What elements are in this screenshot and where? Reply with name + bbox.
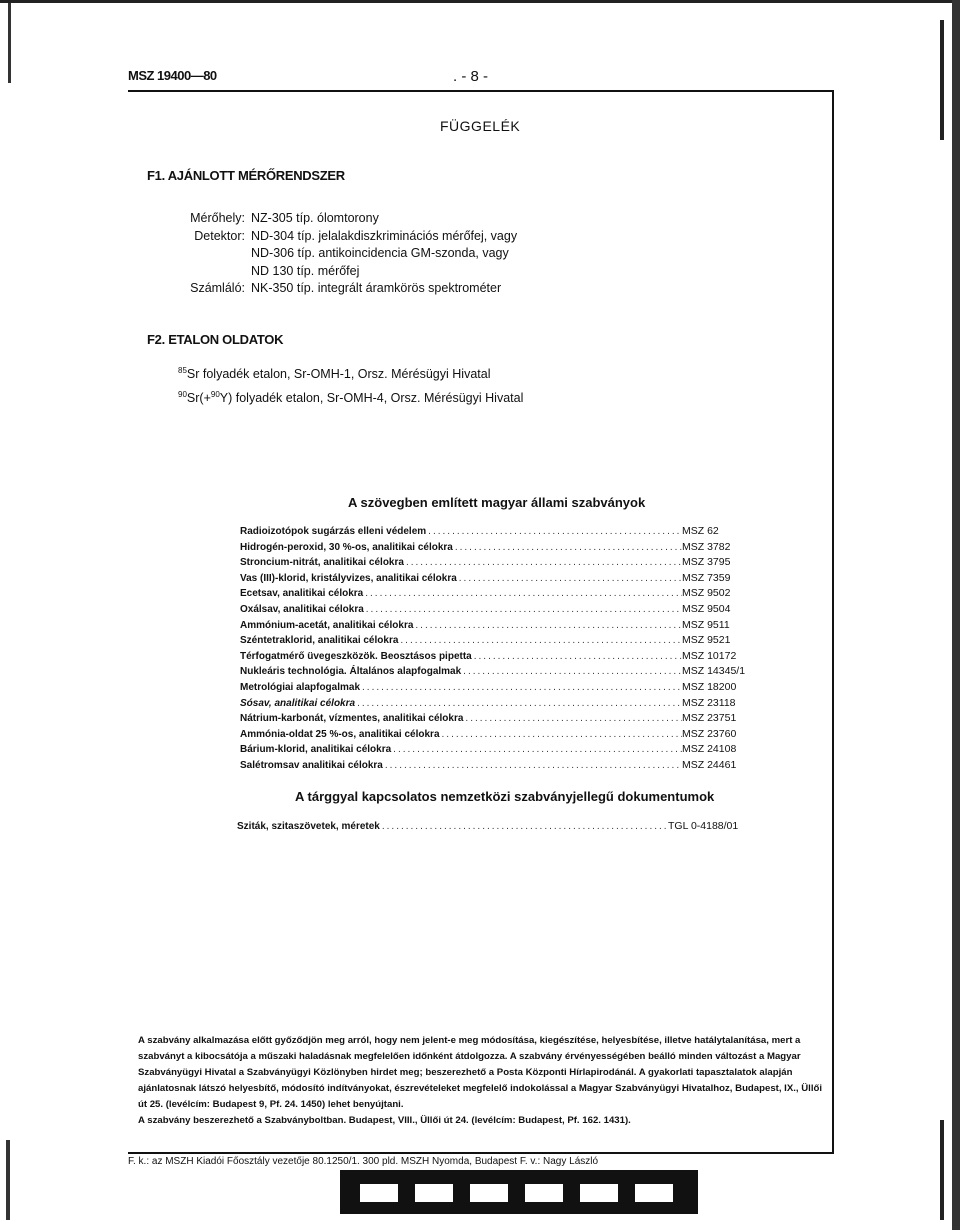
list-item	[240, 681, 752, 697]
standard-code: MSZ 23751	[682, 712, 737, 725]
registration-mark	[580, 1184, 618, 1202]
scan-edge-top	[0, 0, 960, 3]
standard-code: MSZ 62	[682, 525, 719, 537]
solution-line-sr85	[178, 366, 490, 381]
spec-value: NZ-305 típ. ólomtorony	[251, 211, 379, 225]
standard-code: MSZ 24461	[682, 758, 737, 771]
notice-paragraph: A szabvány alkalmazása előtt győződjön meg arról, hogy nem jelent-e meg módosítása, kiegészítése, helyesbítése, illetve hatálytalanítása, mert a szabványt a kibocsátója a műszaki haladásnak megfelelően időnként átdolgozza. A szabvány érvényességében beálló minden változást a Magyar Szabványügyi Hivatal a Szabványügyi Közlönyben hirdet meg; beszerezhető a Posta Központi Hírlapirodánál. A gyakorlati tapasztalatok alapján ajánlatosnak látszó helyesbítő, módosító indítványokat, észrevételeket megfelelő indokolással a Magyar Szabványügyi Hivatalhoz, Budapest, IX., Üllői út 25. (levélcím: Budapest 9, Pf. 24. 1450) lehet benyújtani.	[138, 1035, 823, 1110]
list-item	[240, 759, 752, 775]
standard-name: Ammónia-oldat 25 %-os, analitikai célokra	[240, 728, 440, 740]
spec-row	[251, 263, 517, 281]
standard-code: MSZ 10172	[682, 649, 737, 662]
scan-edge-right-inner	[940, 20, 944, 140]
standard-code: MSZ 23118	[682, 696, 736, 709]
list-item	[240, 619, 752, 635]
standard-id: MSZ 19400—80	[128, 68, 217, 83]
section-title-recommended-system: F1. AJÁNLOTT MÉRŐRENDSZER	[147, 168, 345, 183]
standard-code: MSZ 7359	[682, 571, 731, 584]
list-item	[240, 743, 752, 759]
page-header	[128, 68, 828, 88]
solution-text: Y) folyadék etalon, Sr-OMH-4, Orsz. Mérésügyi Hivatal	[219, 391, 524, 406]
standard-name: Sziták, szitaszövetek, méretek	[237, 821, 380, 832]
spec-label: Mérőhely:	[190, 211, 245, 225]
leader-dots	[413, 620, 682, 631]
standard-code: MSZ 9511	[682, 618, 730, 631]
leader-dots	[364, 604, 682, 615]
solution-text: Sr folyadék etalon, Sr-OMH-1, Orsz. Mérésügyi Hivatal	[186, 367, 491, 382]
leader-dots	[472, 651, 682, 662]
printer-imprint: F. k.: az MSZH Kiadói Főosztály vezetője 80.1250/1. 300 pld. MSZH Nyomda, Budapest F. v.: Nagy László	[128, 1156, 599, 1167]
standard-name: Nátrium-karbonát, vízmentes, analitikai célokra	[240, 713, 464, 725]
isotope-mass-number: 90	[210, 390, 220, 399]
usage-notice	[138, 1033, 828, 1129]
standard-code: TGL 0-4188/01	[668, 820, 739, 832]
standard-name: Nukleáris technológia. Általános alapfogalmak	[240, 666, 462, 678]
standard-name: Vas (III)-klorid, kristályvizes, analitikai célokra	[240, 572, 457, 584]
leader-dots	[457, 573, 682, 584]
measurement-system-spec	[190, 210, 518, 298]
international-docs-title: A tárggyal kapcsolatos nemzetközi szabványjellegű dokumentumok	[295, 789, 715, 804]
standard-name: Ecetsav, analitikai célokra	[240, 588, 364, 600]
list-item	[240, 525, 752, 541]
standard-name: Metrológiai alapfogalmak	[240, 681, 361, 693]
registration-mark	[470, 1184, 508, 1202]
scan-edge-right-inner-bottom	[940, 1120, 944, 1220]
appendix-title: FÜGGELÉK	[440, 118, 521, 134]
standard-name: Salétromsav analitikai célokra	[240, 759, 383, 771]
scan-edge-right	[952, 0, 960, 1230]
spec-value: NK-350 típ. integrált áramkörös spektrométer	[251, 281, 502, 295]
notice-paragraph: A szabvány beszerezhető a Szabványboltban. Budapest, VIII., Üllői út 24. (levélcím: Budapest, Pf. 162. 1431).	[138, 1115, 631, 1126]
leader-dots	[453, 542, 682, 553]
standard-code: MSZ 3782	[682, 540, 731, 553]
standard-name: Sósav, analitikai célokra	[240, 697, 356, 709]
spec-value: ND 130 típ. mérőfej	[251, 263, 360, 278]
national-standards-list	[240, 525, 752, 775]
leader-dots	[463, 713, 682, 724]
print-registration-marks	[340, 1170, 698, 1214]
solution-line-sr90	[178, 390, 523, 405]
leader-dots	[461, 666, 682, 677]
standard-name: Hidrogén-peroxid, 30 %-os, analitikai célokra	[240, 541, 453, 553]
standard-name: Radioizotópok sugárzás elleni védelem	[240, 526, 427, 537]
scan-edge-bottom-left	[6, 1140, 10, 1220]
standard-code: MSZ 23760	[682, 727, 737, 740]
spec-row	[251, 245, 517, 263]
registration-mark	[415, 1184, 453, 1202]
standard-code: MSZ 14345/1	[682, 665, 746, 678]
standard-code: MSZ 9521	[682, 634, 731, 647]
isotope-mass-number: 90	[178, 390, 187, 399]
section-title-standard-solutions: F2. ETALON OLDATOK	[147, 332, 284, 347]
list-item	[237, 820, 752, 836]
spec-row	[190, 280, 517, 298]
national-standards-title: A szövegben említett magyar állami szabványok	[348, 495, 646, 510]
list-item	[240, 556, 752, 572]
leader-dots	[355, 698, 682, 709]
list-item	[240, 712, 752, 728]
standard-name: Stroncium-nitrát, analitikai célokra	[240, 557, 404, 569]
list-item	[240, 603, 752, 619]
leader-dots	[391, 744, 682, 755]
list-item	[240, 650, 752, 666]
leader-dots	[404, 557, 682, 568]
standard-code: MSZ 24108	[682, 743, 737, 756]
scan-edge-left-mark	[8, 3, 11, 83]
list-item	[240, 665, 752, 681]
spec-row	[190, 210, 517, 228]
standard-name: Oxálsav, analitikai célokra	[240, 603, 364, 615]
standard-name: Térfogatmérő üvegeszközök. Beosztásos pipetta	[240, 650, 472, 662]
leader-dots	[426, 526, 682, 537]
registration-mark	[360, 1184, 398, 1202]
standard-name: Széntetraklorid, analitikai célokra	[240, 635, 399, 647]
leader-dots	[360, 682, 682, 693]
standard-code: MSZ 18200	[682, 680, 737, 693]
list-item	[240, 572, 752, 588]
registration-mark	[525, 1184, 563, 1202]
leader-dots	[380, 821, 668, 832]
leader-dots	[383, 760, 682, 771]
standard-name: Bárium-klorid, analitikai célokra	[240, 744, 392, 756]
international-docs-list	[237, 820, 752, 836]
standard-code: MSZ 9504	[682, 602, 731, 615]
standard-name: Ammónium-acetát, analitikai célokra	[240, 619, 414, 631]
list-item	[240, 587, 752, 603]
list-item	[240, 541, 752, 557]
leader-dots	[398, 635, 682, 646]
standard-code: MSZ 3795	[682, 556, 731, 569]
registration-mark	[635, 1184, 673, 1202]
spec-value: ND-306 típ. antikoincidencia GM-szonda, vagy	[251, 246, 509, 260]
spec-value: ND-304 típ. jelalakdiszkriminációs mérőfej, vagy	[251, 228, 518, 243]
leader-dots	[363, 588, 682, 599]
isotope-mass-number: 85	[178, 366, 187, 375]
page-number: . - 8 -	[453, 68, 489, 85]
list-item	[240, 728, 752, 744]
list-item	[240, 697, 752, 713]
spec-label: Detektor:	[194, 228, 245, 243]
spec-row	[194, 228, 518, 246]
standard-code: MSZ 9502	[682, 587, 731, 600]
solution-text-prefix: Sr(+	[186, 391, 211, 406]
leader-dots	[440, 729, 682, 740]
spec-label: Számláló:	[190, 281, 245, 295]
list-item	[240, 634, 752, 650]
